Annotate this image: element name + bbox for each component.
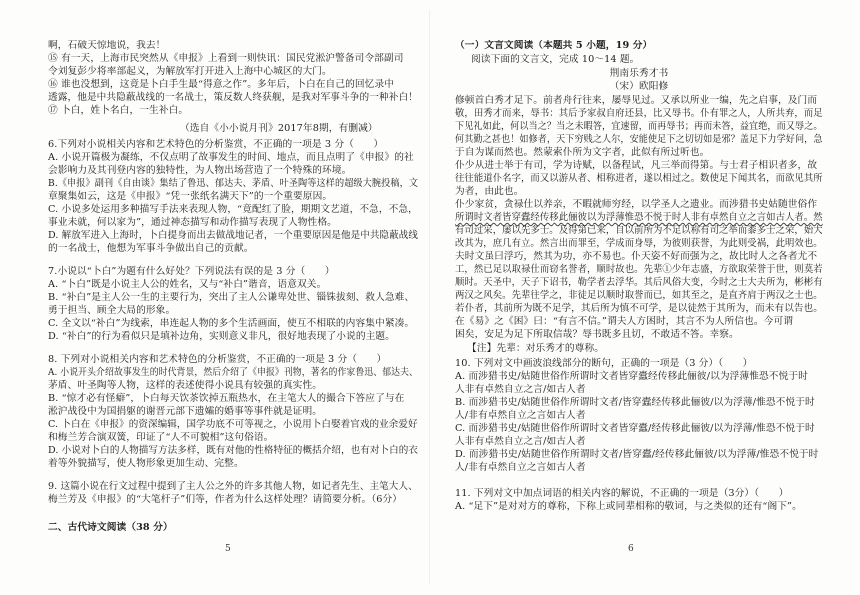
question-11-stem: 11. 下列对文中加点词语的相关内容的解说，不正确的一项是（3分）（ ） bbox=[455, 488, 789, 499]
text-line: C. 而涉猎书史/姑随世俗作所谓时文者皆穿蠹/经传移此俪彼/以为浮薄/惟恐不悦于时 bbox=[455, 423, 815, 434]
text-line: 人非有卓然自立之言/如古人者 bbox=[455, 436, 586, 447]
text-line: 梅兰芳及《申报》的“大笔杆子”们等，作者为什么这样处理？请简要分析。（6分） bbox=[48, 494, 403, 505]
text-line: B. “惊才必有怪癖”，卜白每天饮茶饮掉五瓶热水，在主笔大人的撮合下答应了与在 bbox=[48, 393, 405, 404]
text-line: 勇于担当、顾全大局的形象。 bbox=[48, 305, 176, 316]
text-line: 会影响力及其刊登内容的独特性，为人物出场营造了一个特殊的环境。 bbox=[48, 165, 352, 176]
section-heading: （一）文言文阅读（本题共 5 小题，19 分） bbox=[455, 40, 653, 51]
text-line: 顺时。天圣中，天子下诏书，勒学者去浮华。其后风俗大变，今时之士大夫所为，彬彬有 bbox=[455, 277, 823, 288]
question-8-stem: 8. 下列对小说相关内容和艺术特色的分析鉴赏，不正确的一项是 3 分（ ） bbox=[48, 354, 387, 365]
text-line: B. “补白”是主人公一生的主要行为，突出了主人公谦卑处世、锱铢拔刻、救人急难、 bbox=[48, 292, 415, 303]
text-line: 啊，石破天惊地说，我去！ bbox=[48, 40, 166, 51]
text-line: 敬，田秀才而来，辱书：其后予家叔自府还县，比又辱书。仆有罪之人，人所共弃，而足 bbox=[455, 108, 823, 119]
text-line: 淞沪战役中为国捐躯的谢晋元部下遗孀的婚事等事件就是证明。 bbox=[48, 406, 323, 417]
text-line: 令刘复彭少将率部起义，为解放军打开进入上海中心城区的大门。 bbox=[48, 66, 332, 77]
question-6-stem: 6.下列对小说相关内容和艺术特色的分析鉴赏，不正确的一项是 3 分（ ） bbox=[48, 139, 384, 150]
text-line: A. 小说开篇极为凝练，不仅点明了故事发生的时间、地点，而且点明了《申报》的社 bbox=[48, 152, 414, 163]
source-note: （选自《小小说月刊》2017年8期，有删减） bbox=[180, 123, 378, 134]
question-7-stem: 7.小说以“卜白”为题有什么好处？下列说法有误的是 3 分（ ） bbox=[48, 266, 335, 277]
text-line: 事业未就，何以家为”，通过神态描写和动作描写表现了人物性格。 bbox=[48, 217, 337, 228]
text-line: ⑯ 谁也没想到，这竟是卜白手生最“得意之作”。多年后，卜白在自己的回忆录中 bbox=[48, 79, 395, 90]
text-line: C. 小说多处运用多种描写手法来表现人物，“竟配红了脸，期期文艺道，不急，不急， bbox=[48, 204, 418, 215]
text-line: D. 解放军进入上海时，卜白提身而出去做战地记者，一个重要原因是他是中共隐蔽战线 bbox=[48, 230, 418, 241]
text-line: ⑮ 有一天，上海市民突然从《申报》上看到一则快讯：国民党淞沪警备司令部副司 bbox=[48, 53, 404, 64]
text-line: C. 全文以“补白”为线索，串连起人物的多个生活画面，使互不相联的内容集中紧凑。 bbox=[48, 318, 415, 329]
text-line: 在《易》之《困》曰：“有言不信。”谓夫人方困时，其言不为人所信也。今可谓 bbox=[455, 316, 794, 327]
text-line: 若仆者，其前所为既不足学，其后所为慎不可学，是以徒然于其所为，而未有以告也。 bbox=[455, 303, 823, 314]
annotation-note: 【注】先辈：对乐秀才的尊称。 bbox=[467, 343, 605, 354]
text-line: 人非有卓然自立之言/如古人者 bbox=[455, 384, 586, 395]
text-line: 仆少从进士举于有司，学为诗赋，以备程试，凡三举而得第。与士君子相识者多，故 bbox=[455, 160, 818, 171]
passage-author: （宋）欧阳修 bbox=[609, 81, 669, 92]
text-line: ⑰ 卜白，姓卜名白，一生补白。 bbox=[48, 105, 189, 116]
left-page bbox=[48, 40, 418, 560]
text-line: 修顿首白秀才足下。前者舟行往来，屡辱见过。又承以所业一编，先之启事，及门而 bbox=[455, 95, 818, 106]
text-line: A. “足下”是对对方的尊称，下称上或同辈相称的敬词，与之类似的还有“阁下”。 bbox=[455, 501, 802, 512]
text-line: 两汉之风矣。先辈往学之，非徒足以顺时取誉而已，如其至之，是直齐肩于两汉之士也。 bbox=[455, 290, 823, 301]
text-line: 夫时文虽曰浮巧，然其为功，亦不易也。仆天姿不好而强为之，故比时人之各者尤不 bbox=[455, 251, 818, 262]
text-line: 仆少家贫，贪禄仕以养亲，不暇就师穷经，以学圣人之遗业。而涉猎书史姑随世俗作 bbox=[455, 199, 818, 210]
text-line: B.《申报》副刊《自由谈》集结了鲁迅、郁达夫、茅盾、叶圣陶等这样的超级大腕投稿，文 bbox=[48, 178, 418, 189]
text-line: B. 而涉猎书史/姑随世俗作所谓时文者/皆穿蠹经传移此俪彼/以为浮薄/惟恐不悦于时 bbox=[455, 397, 815, 408]
text-line: 工，然已足以取禄仕而窃名誉者，顺时故也。先辈①少年志盛，方欲取荣誉于世，则莫若 bbox=[455, 264, 823, 275]
text-line: 章聚集如云，这是《申报》“凭一张纸名满天下”的一个重要原因。 bbox=[48, 191, 333, 202]
text-line: D. “补白”的行为看似只是填补边角，实则意义非凡，很好地表现了小说的主题。 bbox=[48, 331, 395, 342]
text-line: C. 卜白在《申报》的资深编辑，国学功底不可等视之，小说用卜白娶着官戏的业余爱好 bbox=[48, 419, 418, 430]
text-line: 于自为谋而然也。然蒙索仆所为文字者，此似有所过听也。 bbox=[455, 147, 710, 158]
right-page bbox=[455, 40, 823, 560]
passage-title: 荆南乐秀才书 bbox=[609, 68, 669, 79]
text-line: D. 小说对卜白的人物描写方法多样，既有对他的性格特征的概括介绍，也有对卜白的衣 bbox=[48, 445, 418, 456]
text-line: 的一名战士，他想为军事斗争做出自己的贡献。 bbox=[48, 243, 254, 254]
question-10-stem: 10. 下列对文中画波浪线部分的断句，正确的一项是（3 分）（ ） bbox=[455, 358, 753, 369]
question-9-stem: 9. 这篇小说在行文过程中提到了主人公之外的许多其他人物，如记者先生、主笔大人、 bbox=[48, 481, 418, 492]
text-line: 茅盾、叶圣陶等人物，这样的表述使得小说具有较强的真实性。 bbox=[48, 380, 323, 391]
page-number: 5 bbox=[225, 544, 231, 554]
text-line: 困矣，安足为足下所取信哉？辱书既多且切，不敢适不答。幸察。 bbox=[455, 329, 739, 340]
page-number: 6 bbox=[628, 544, 634, 554]
text-line: 着等外貌描写，使人物形象更加生动、完整。 bbox=[48, 458, 244, 469]
page-divider bbox=[429, 10, 430, 585]
text-line: 何其勤之甚也！如修者，天下穷贱之人尔，安能使足下之切切如是邪？盖足下力学好问，急 bbox=[455, 134, 823, 145]
text-line: 和梅兰芳合演双簧，印证了“人不可貌相”这句俗语。 bbox=[48, 432, 274, 443]
text-line: D. 而涉猎书史/姑随世俗作所谓时文者/皆穿蠹/经传移此俪彼/以为浮薄/惟恐不悦于时 bbox=[455, 449, 819, 460]
section-heading: 二、古代诗文阅读（38 分） bbox=[48, 522, 173, 533]
text-line: 人/非有卓然自立之言如古人者 bbox=[455, 462, 586, 473]
text-line: A. 小说开头介绍故事发生的时代背景，然后介绍了《申报》刊物，著名的作家鲁迅、郁达夫、 bbox=[48, 367, 418, 378]
instruction: 阅读下面的文言文，完成 10～14 题。 bbox=[471, 54, 640, 65]
wavy-underlined-line: 所谓时文者皆穿蠹经传移此俪彼以为浮薄惟恐不悦于时人非有卓然自立之言如古人者。然 bbox=[455, 212, 823, 223]
text-line: 下见礼如此，何以当之？当之未暇答，宜速留，而再辱书；再而未答，益宜绝，而又辱之。 bbox=[455, 121, 823, 132]
text-line: 透露，他是中共隐蔽战线的一名战士，策反数人终获舰，是我对军事斗争的一种补白！ bbox=[48, 92, 418, 103]
text-line: 往往能道仆名字，而又以游从者、相称进者，遂以相过之。数使足下闻其名，而欲见其所 bbox=[455, 173, 823, 184]
text-line: 改其为，庶几有立。然言出而罪至，学成而身辱，为彼则获誉，为此则受祸，此明效也。 bbox=[455, 238, 823, 249]
text-line: 为者，由此也。 bbox=[455, 186, 524, 197]
text-line: A. “卜白”既是小说主人公的姓名，又与“补白”谐音，语意双关。 bbox=[48, 279, 327, 290]
text-line: 人/非有卓然自立之言如古人者 bbox=[455, 410, 586, 421]
text-line: A. 而涉猎书史/姑随世俗作所谓时文者皆穿蠹经传移此俪彼/以为浮薄惟恐不悦于时 bbox=[455, 371, 808, 382]
text-line: 有司过采，屡以先多士。及得第已来，自以前所为不足以称有司之举而黍多士之荣，始大 bbox=[455, 225, 823, 236]
